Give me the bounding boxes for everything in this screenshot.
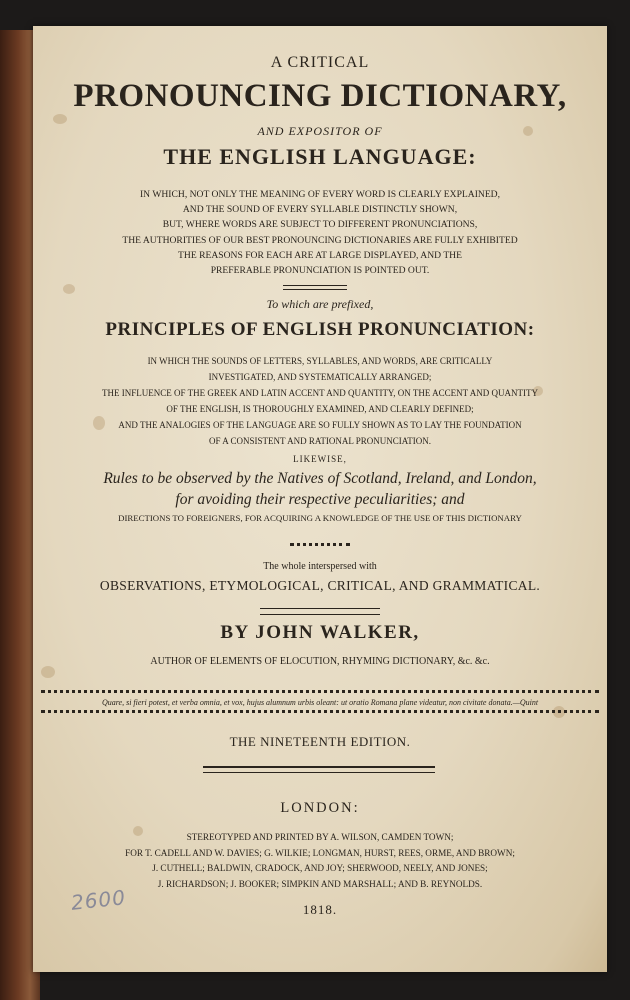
principles-line: IN WHICH THE SOUNDS OF LETTERS, SYLLABLES, AND WORDS, ARE CRITICALLY (147, 356, 493, 366)
pencil-note: 2600 (69, 885, 128, 915)
principles-line: THE INFLUENCE OF THE GREEK AND LATIN ACCENT AND QUANTITY, ON THE ACCENT AND QUANTITY (102, 388, 538, 398)
description-line: AND THE SOUND OF EVERY SYLLABLE DISTINCTLY SHOWN, (182, 204, 458, 216)
rules-line: Rules to be observed by the Natives of Scotland, Ireland, and London, (103, 470, 537, 487)
publication-year: 1818. (302, 902, 338, 917)
double-rule (260, 608, 380, 615)
description-line: PREFERABLE PRONUNCIATION IS POINTED OUT. (210, 265, 430, 277)
directions-line: DIRECTIONS TO FOREIGNERS, FOR ACQUIRING A KNOWLEDGE OF THE USE OF THIS DICTIONARY (118, 513, 522, 523)
description-line: THE AUTHORITIES OF OUR BEST PRONOUNCING DICTIONARIES ARE FULLY EXHIBITED (122, 234, 518, 246)
principles-title: PRINCIPLES OF ENGLISH PRONUNCIATION: (105, 319, 535, 340)
thick-rule (203, 766, 435, 773)
imprint-line: J. RICHARDSON; J. BOOKER; SIMPKIN AND MARSHALL; AND B. REYNOLDS. (157, 878, 483, 889)
imprint-block (33, 830, 607, 892)
likewise-label: LIKEWISE, (293, 454, 347, 464)
quote-border-top (41, 690, 599, 693)
principles-line: AND THE ANALOGIES OF THE LANGUAGE ARE SO FULLY SHOWN AS TO LAY THE FOUNDATION (118, 420, 522, 430)
place-of-publication: LONDON: (280, 800, 360, 816)
subtitle-intro: AND EXPOSITOR OF (257, 124, 383, 138)
interspersed-line: The whole interspersed with (263, 561, 377, 572)
observations-line: OBSERVATIONS, ETYMOLOGICAL, CRITICAL, AND GRAMMATICAL. (99, 578, 541, 593)
principles-line: OF THE ENGLISH, IS THOROUGHLY EXAMINED, AND CLEARLY DEFINED; (166, 404, 474, 414)
main-title: PRONOUNCING DICTIONARY, (73, 78, 567, 114)
author-name: BY JOHN WALKER, (220, 622, 420, 643)
prefixed-intro: To which are prefixed, (266, 297, 374, 311)
wavy-divider (33, 542, 607, 548)
ornamental-divider (283, 285, 347, 290)
description-block (33, 187, 607, 278)
edition: THE NINETEENTH EDITION. (229, 734, 411, 749)
author-works: AUTHOR OF ELEMENTS OF ELOCUTION, RHYMING DICTIONARY, &c. &c. (150, 656, 490, 667)
imprint-line: J. CUTHELL; BALDWIN, CRADOCK, AND JOY; SHERWOOD, NEELY, AND JONES; (152, 863, 488, 874)
latin-quote: Quare, si fieri potest, et verba omnia, et vox, hujus alumnum urbis oleant: ut oratio Romana plane videatur, non civitate donata.—Quint (101, 698, 539, 707)
rules-block (33, 468, 607, 510)
subtitle: THE ENGLISH LANGUAGE: (163, 144, 477, 169)
title-page (33, 26, 607, 972)
quote-border-bottom (41, 710, 599, 713)
principles-description (33, 353, 607, 449)
imprint-line: FOR T. CADELL AND W. DAVIES; G. WILKIE; LONGMAN, HURST, REES, ORME, AND BROWN; (125, 847, 515, 858)
imprint-line: STEREOTYPED AND PRINTED BY A. WILSON, CAMDEN TOWN; (186, 832, 454, 842)
principles-line: OF A CONSISTENT AND RATIONAL PRONUNCIATION. (208, 436, 432, 446)
description-line: IN WHICH, NOT ONLY THE MEANING OF EVERY WORD IS CLEARLY EXPLAINED, (139, 189, 501, 200)
description-line: THE REASONS FOR EACH ARE AT LARGE DISPLAYED, AND THE (178, 249, 462, 261)
description-line: BUT, WHERE WORDS ARE SUBJECT TO DIFFERENT PRONUNCIATIONS, (162, 219, 478, 231)
rules-line: for avoiding their respective peculiarities; and (175, 491, 465, 508)
principles-line: INVESTIGATED, AND SYSTEMATICALLY ARRANGED; (208, 372, 432, 382)
title-line-critical: A CRITICAL (270, 54, 370, 71)
